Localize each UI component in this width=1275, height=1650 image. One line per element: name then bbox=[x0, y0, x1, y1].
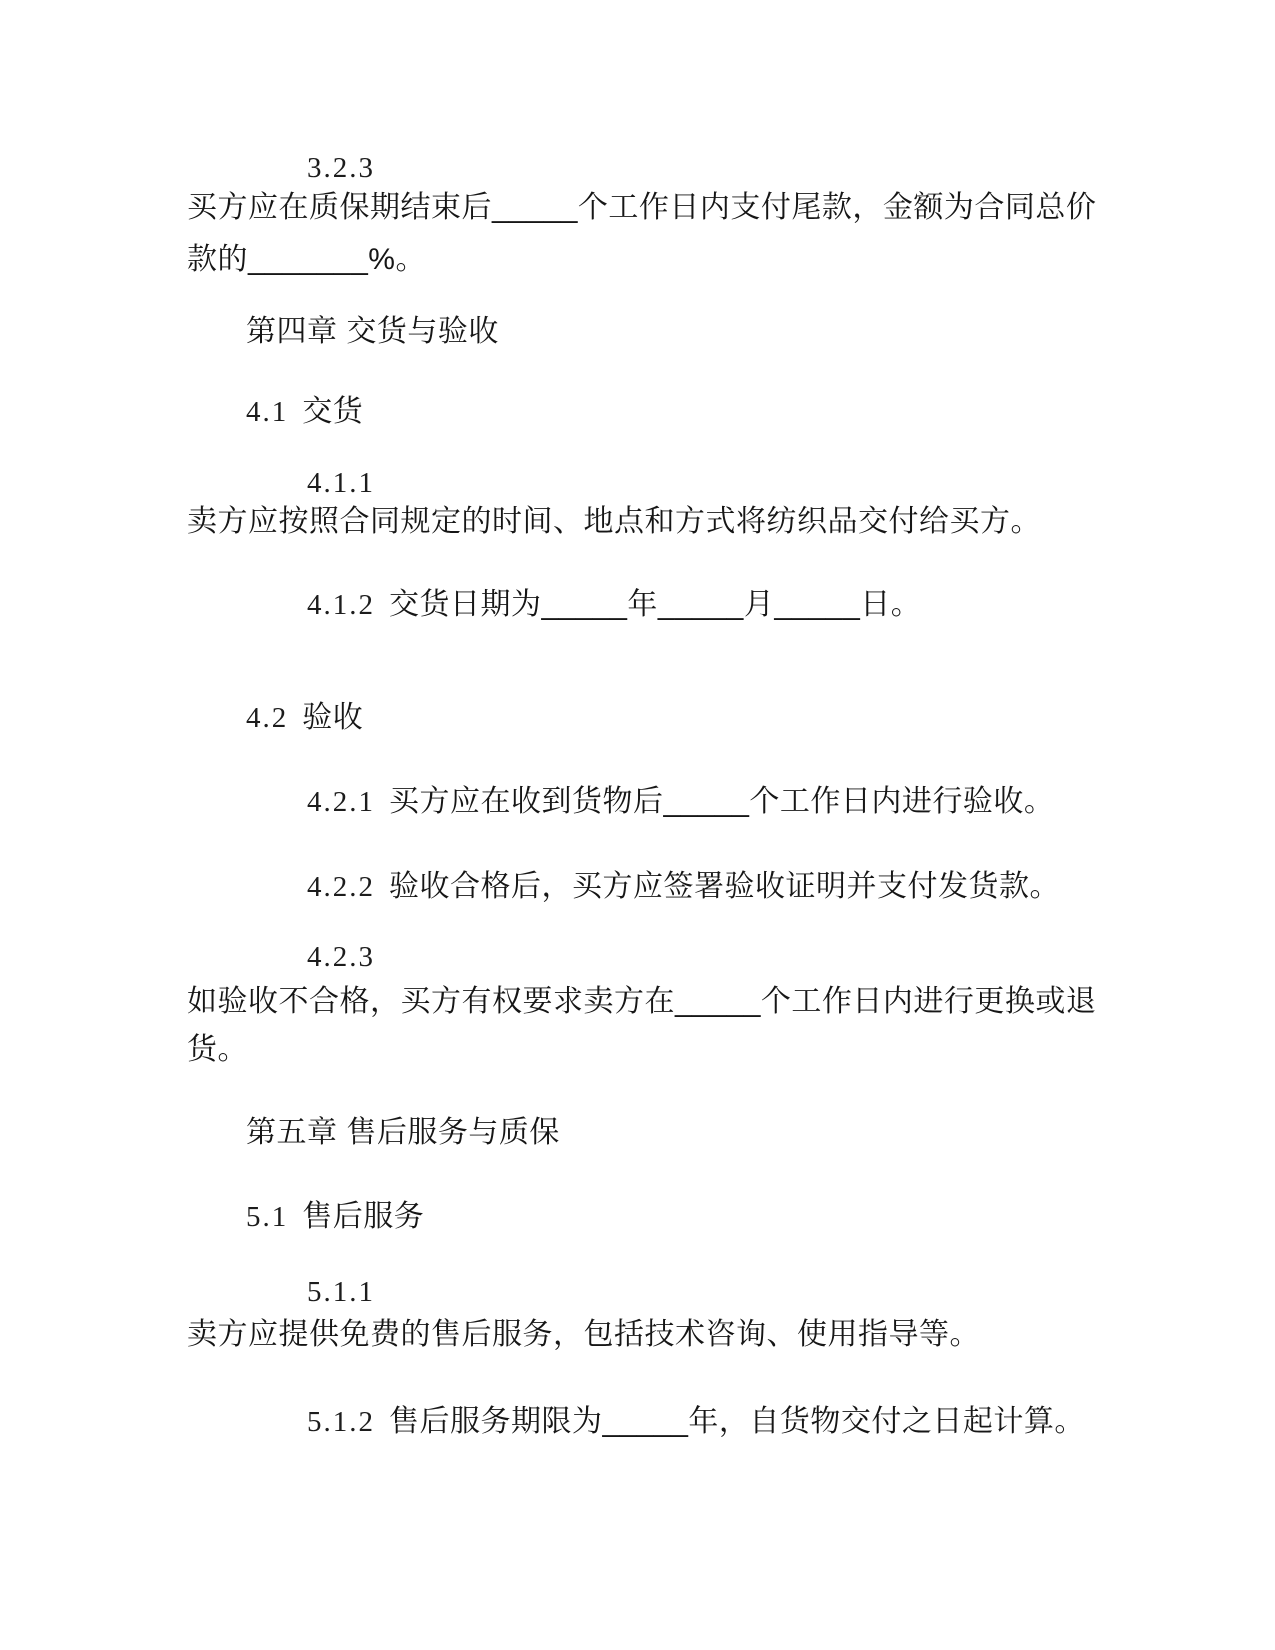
clause-number: 4.1.1 bbox=[307, 467, 375, 499]
clause-5-1-1-number bbox=[307, 1274, 389, 1310]
section-number: 4.1 bbox=[246, 396, 289, 428]
clause-3-2-3-number bbox=[307, 150, 389, 186]
clause-4-1-1-number bbox=[307, 465, 389, 501]
section-4-1-heading bbox=[246, 394, 363, 430]
section-4-2-heading bbox=[246, 700, 363, 736]
clause-number: 4.2.1 bbox=[307, 786, 375, 818]
heading-text: 第五章 售后服务与质保 bbox=[246, 1116, 560, 1149]
clause-number: 4.1.2 bbox=[307, 589, 375, 621]
clause-3-2-3-text-line-2 bbox=[187, 242, 426, 278]
clause-3-2-3-text-line-1 bbox=[187, 190, 1096, 226]
heading-text: 售后服务 bbox=[302, 1200, 425, 1233]
clause-4-2-3-text-line-1 bbox=[187, 984, 1096, 1020]
section-number: 5.1 bbox=[246, 1201, 289, 1233]
clause-number: 4.2.3 bbox=[307, 941, 375, 973]
clause-text: 交货日期为_____年_____月_____日。 bbox=[389, 588, 922, 621]
clause-4-1-2 bbox=[307, 587, 921, 623]
clause-number: 5.1.2 bbox=[307, 1406, 375, 1438]
chapter-4-heading bbox=[246, 314, 499, 350]
clause-text: 买方应在收到货物后_____个工作日内进行验收。 bbox=[389, 785, 1055, 818]
clause-5-1-2 bbox=[307, 1404, 1085, 1440]
clause-number: 4.2.2 bbox=[307, 871, 375, 903]
heading-text: 验收 bbox=[302, 701, 364, 734]
clause-text: 如验收不合格，买方有权要求卖方在_____个工作日内进行更换或退 bbox=[187, 985, 1097, 1018]
clause-text: 售后服务期限为_____年，自货物交付之日起计算。 bbox=[389, 1405, 1085, 1438]
clause-number: 3.2.3 bbox=[307, 152, 375, 184]
clause-4-2-1 bbox=[307, 784, 1054, 820]
chapter-5-heading bbox=[246, 1115, 560, 1151]
clause-text: 款的_______%。 bbox=[187, 243, 426, 276]
clause-text: 卖方应按照合同规定的时间、地点和方式将纺织品交付给买方。 bbox=[187, 505, 1041, 538]
section-number: 4.2 bbox=[246, 702, 289, 734]
section-5-1-heading bbox=[246, 1199, 424, 1235]
heading-text: 交货 bbox=[302, 395, 364, 428]
clause-4-1-1-text bbox=[187, 504, 1041, 540]
clause-text: 货。 bbox=[187, 1033, 248, 1066]
clause-number: 5.1.1 bbox=[307, 1276, 375, 1308]
clause-text: 买方应在质保期结束后_____个工作日内支付尾款，金额为合同总价 bbox=[187, 191, 1097, 224]
clause-text: 验收合格后，买方应签署验收证明并支付发货款。 bbox=[389, 870, 1060, 903]
heading-text: 第四章 交货与验收 bbox=[246, 315, 499, 348]
clause-4-2-3-text-line-2 bbox=[187, 1032, 248, 1068]
clause-5-1-1-text bbox=[187, 1317, 980, 1353]
clause-4-2-3-number bbox=[307, 939, 389, 975]
clause-text: 卖方应提供免费的售后服务，包括技术咨询、使用指导等。 bbox=[187, 1318, 980, 1351]
clause-4-2-2 bbox=[307, 869, 1060, 905]
